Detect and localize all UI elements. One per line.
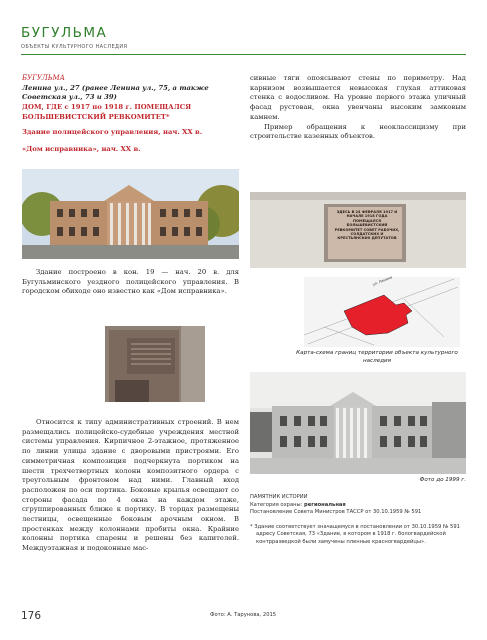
category-value: региональная	[304, 501, 346, 508]
monument-title: ПАМЯТНИК ИСТОРИИ	[250, 494, 308, 500]
category-label: Категория охраны:	[250, 501, 303, 508]
photo-credit: Фото: А. Тарунова, 2015	[210, 612, 277, 618]
map-street-label: ул. Ленина	[372, 275, 393, 287]
entry-address: Ленина ул., 27 (ранее Ленина ул., 75, а также Советская ул., 73 и 39)	[22, 83, 209, 102]
monument-info	[250, 494, 466, 547]
entry-building-name: Здание полицейского управления, нач. XX в.	[22, 127, 203, 136]
section-title: БУГУЛЬМА	[21, 25, 108, 41]
intro-paragraph: Здание построено в кон. 19 — нач. 20 в. для Бугульминского уездного полицейского управления. В городском обиходе оно известно как «Дом исправника».	[22, 268, 239, 296]
entry-building-alias: «Дом исправника», нач. XX в.	[22, 145, 141, 154]
building-photo	[22, 169, 239, 259]
right-paragraph-1: сивные тяги опоясывают стены по периметру. Над карнизом возвышается невысокая глухая аттиковая стенка с водосливом. На уровне первого этажа уличный фасад рустован, окна увенчаны высоким замковым камнем.	[250, 74, 466, 121]
monument-category	[250, 502, 466, 510]
right-paragraph-2: Пример обращения к неоклассицизму при строительстве казенных объектов.	[250, 122, 466, 141]
entry-heading	[22, 74, 227, 155]
monument-decree: Постановление Совета Министров ТАССР от 30.10.1959 № 591	[250, 509, 422, 516]
plaque-photo	[105, 326, 205, 402]
entry-city: БУГУЛЬМА	[22, 74, 65, 82]
map-caption: Карта-схема границ территории объекта культурного наследия	[296, 350, 458, 364]
main-paragraph: Относится к типу административных строений. В нем размещались полицейско-судебные учреждения местной системы управления. Кирпичное 2-этажное, протяженное по линии улицы здание с дворовыми пристроями. Его симметричная композиция подчеркнута портиком на шести трехчетвертных колонн композитного ордера с треугольным фронтоном над ними. Главный вход расположен по оси портика. Боковые крылья освещают со стороны фасада по 4 окна на каждом этаже, сгруппированных ближе к портику. В торцах размещены лестницы, освещенные боковым арочным окном. В простенках между колоннами пробиты окна. Крайние колонны портика спарены и решены без капителей. Междуэтажная и подоконные мас-	[22, 418, 239, 553]
plaque-inscription: ЗДЕСЬ В 24 ФЕВРАЛЯ 1917 И НАЧАЛЕ 1918 ГОДА ПОМЕЩАЛСЯ БОЛЬШЕВИСТСКИЙ РЕВКОМИТЕТ СОВЕТ РАБОЧИХ, СОЛДАТСКИХ И КРЕСТЬЯНСКИХ ДЕПУТАТОВ	[334, 210, 400, 241]
right-column-text	[250, 74, 466, 142]
map-scheme	[304, 277, 460, 347]
entry-house-title: ДОМ, ГДЕ с 1917 по 1918 г. ПОМЕЩАЛСЯ БОЛЬШЕВИСТСКИЙ РЕВКОМИТЕТ*	[22, 103, 192, 121]
old-photo	[250, 372, 466, 474]
intro-text	[22, 268, 239, 297]
header-divider	[21, 54, 466, 55]
monument-footnote: * Здание соответствует значащемуся в постановлении от 30.10.1959 № 591 адресу Советская, 73 «Здание, в котором в 1918 г. бологвардейской контрразведкой были замучены пленные красногвардейцы».	[250, 523, 460, 545]
section-subtitle: ОБЪЕКТЫ КУЛЬТУРНОГО НАСЛЕДИЯ	[21, 44, 128, 50]
old-photo-caption: Фото до 1999 г.	[419, 477, 466, 483]
main-text	[22, 418, 239, 554]
page-number: 176	[21, 610, 42, 622]
